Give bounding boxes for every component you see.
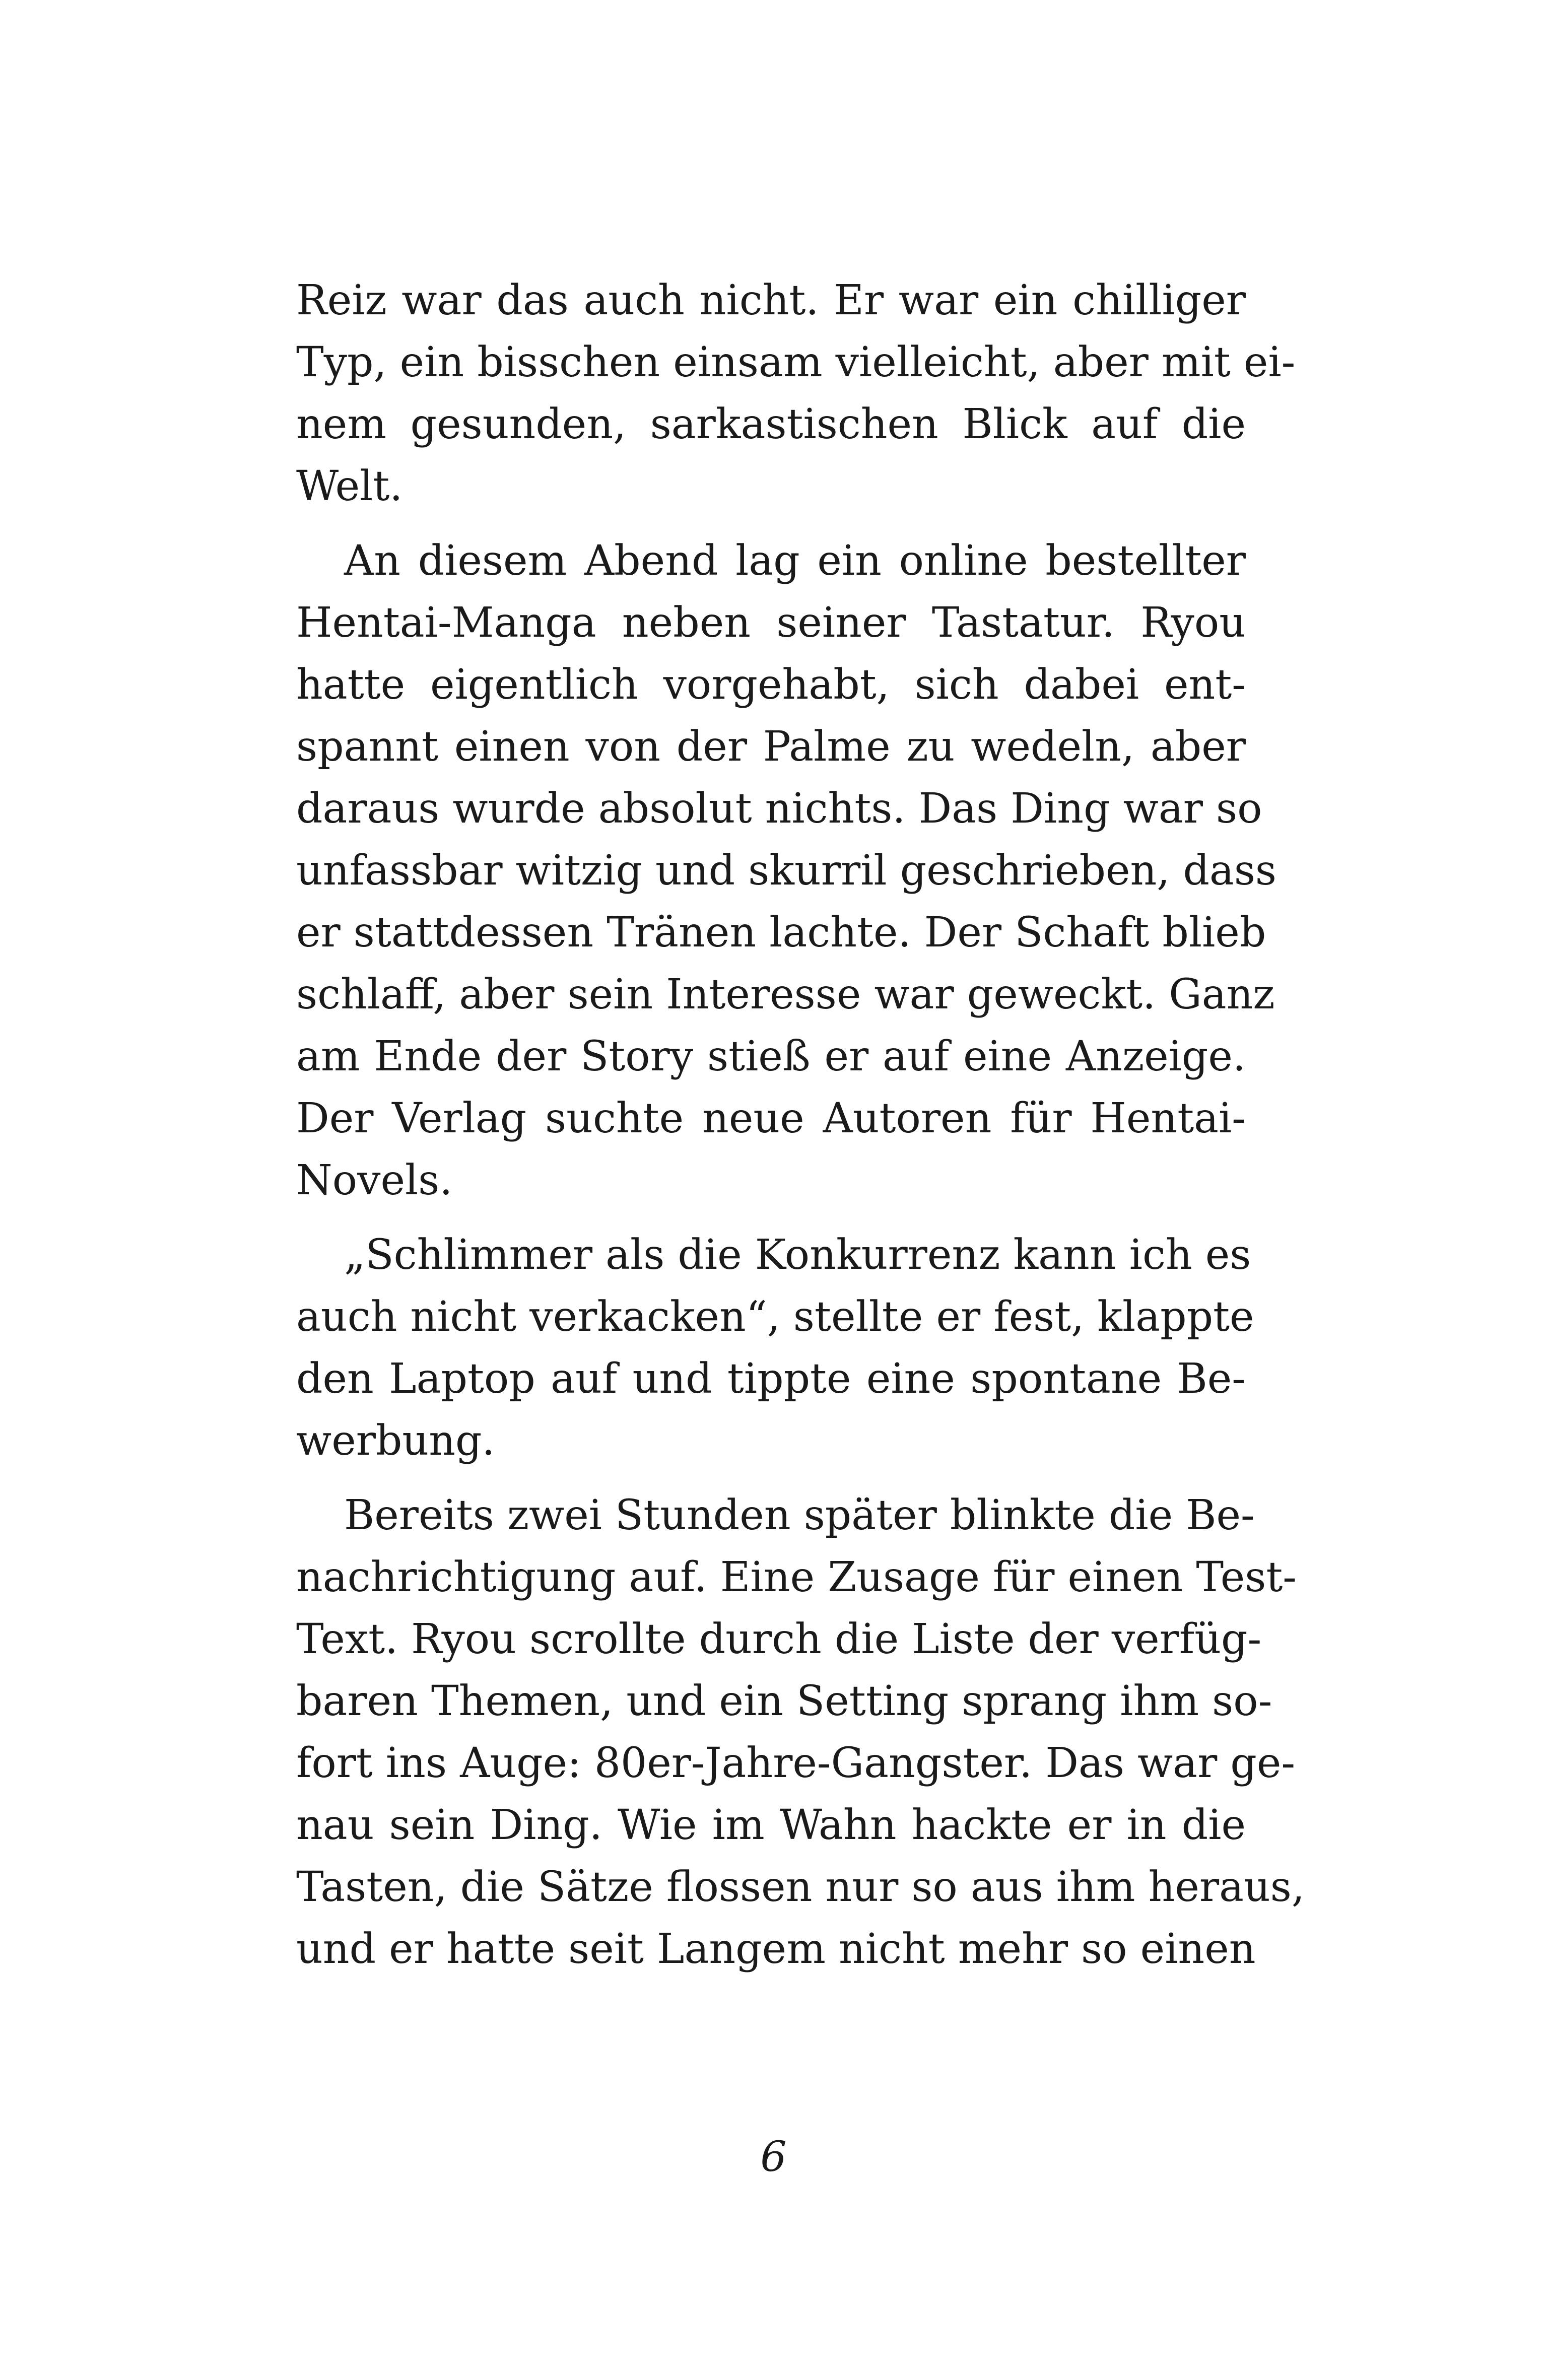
text-line: und er hatte seit Langem nicht mehr so einen <box>296 1925 1256 1973</box>
text-line: Hentai-Manga neben seiner Tastatur. Ryou <box>296 599 1246 647</box>
text-line: Tasten, die Sätze flossen nur so aus ihm heraus, <box>296 1863 1305 1911</box>
paragraph-3 <box>296 1224 1254 1472</box>
text-line: schlaff, aber sein Interesse war geweckt. Ganz <box>296 971 1275 1018</box>
text-line: „Schlimmer als die Konkurrenz kann ich es <box>344 1231 1251 1279</box>
text-line: unfassbar witzig und skurril geschrieben, dass <box>296 847 1276 895</box>
text-line: Text. Ryou scrollte durch die Liste der verfüg- <box>296 1615 1262 1663</box>
paragraph-1 <box>296 269 1296 517</box>
text-line: spannt einen von der Palme zu wedeln, aber <box>296 723 1246 771</box>
text-line: Der Verlag suchte neue Autoren für Hentai- <box>296 1095 1246 1142</box>
text-line: hatte eigentlich vorgehabt, sich dabei ent- <box>296 661 1246 709</box>
paragraph-4 <box>296 1484 1305 1980</box>
text-line: werbung. <box>296 1417 495 1465</box>
text-line: nem gesunden, sarkastischen Blick auf die <box>296 400 1246 448</box>
text-line: nau sein Ding. Wie im Wahn hackte er in die <box>296 1801 1246 1849</box>
text-line: auch nicht verkacken“, stellte er fest, klappte <box>296 1293 1254 1341</box>
text-line: Typ, ein bisschen einsam vielleicht, aber mit ei- <box>296 338 1296 386</box>
text-line: den Laptop auf und tippte eine spontane Be- <box>296 1355 1246 1403</box>
text-line: fort ins Auge: 80er-Jahre-Gangster. Das war ge- <box>296 1739 1296 1787</box>
text-line: er stattdessen Tränen lachte. Der Schaft blieb <box>296 909 1266 957</box>
text-line: nachrichtigung auf. Eine Zusage für einen Test- <box>296 1553 1297 1601</box>
body-text <box>296 269 1305 1980</box>
text-line: Bereits zwei Stunden später blinkte die Be- <box>344 1491 1255 1539</box>
text-line: Novels. <box>296 1157 453 1204</box>
text-line: An diesem Abend lag ein online bestellter <box>344 537 1246 585</box>
text-line: daraus wurde absolut nichts. Das Ding war so <box>296 785 1262 833</box>
text-line: baren Themen, und ein Setting sprang ihm so- <box>296 1677 1272 1725</box>
paragraph-2 <box>296 530 1276 1211</box>
text-line: Reiz war das auch nicht. Er war ein chilliger <box>296 277 1246 324</box>
page-number: 6 <box>760 2133 787 2181</box>
text-line: am Ende der Story stieß er auf eine Anzeige. <box>296 1033 1246 1080</box>
text-line: Welt. <box>296 462 403 510</box>
